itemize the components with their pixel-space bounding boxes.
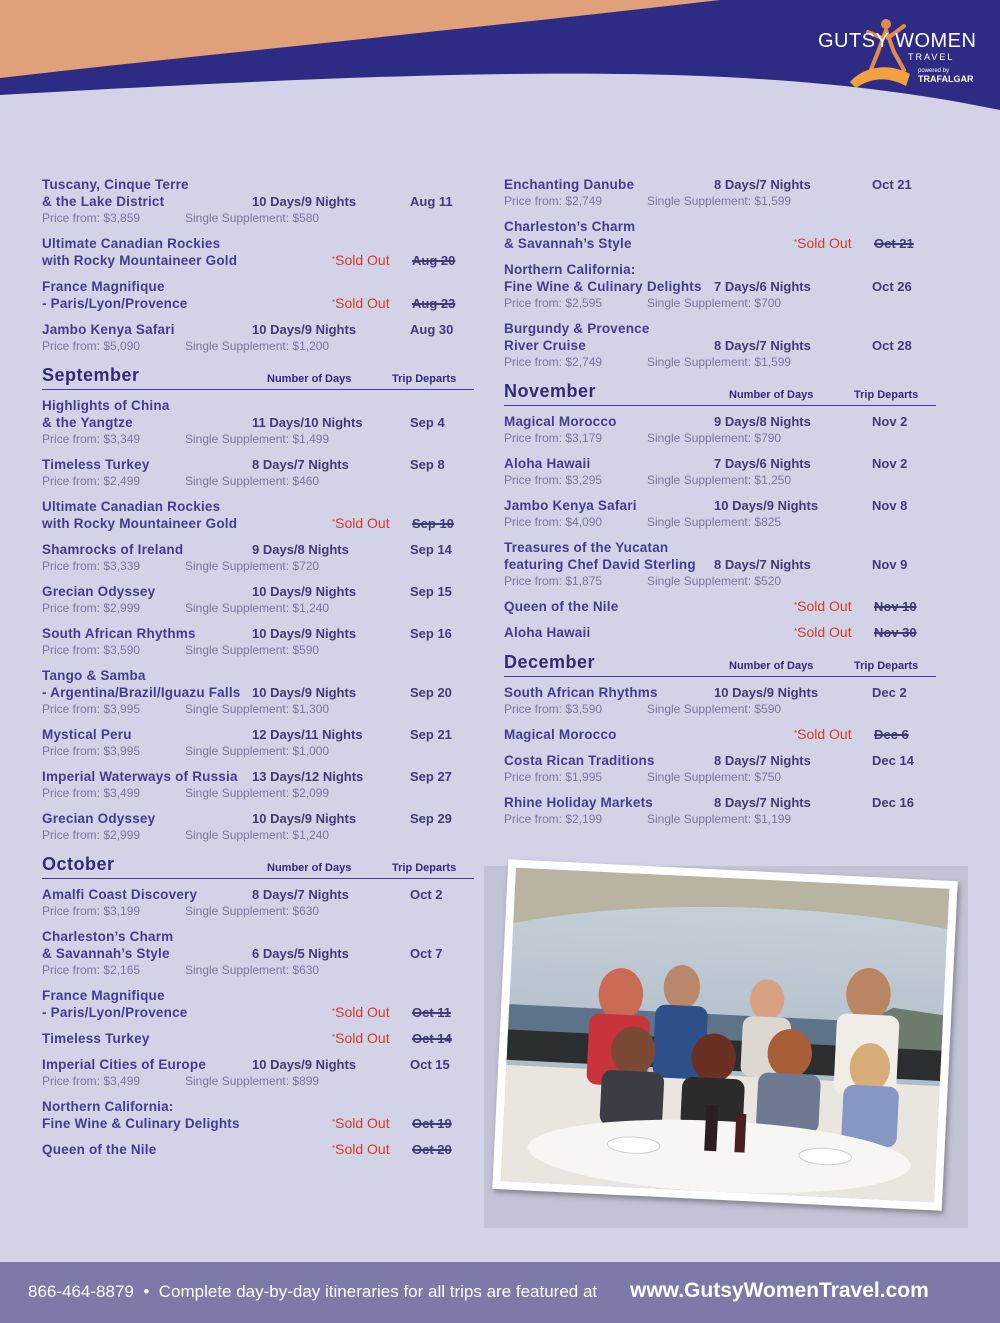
single-supplement: Single Supplement: $720 (185, 559, 320, 573)
departure-date: Nov 9 (872, 557, 908, 572)
gutsy-women-logo[interactable] (818, 30, 978, 94)
price-row (42, 962, 474, 978)
departure-date-cancelled: Oct 14 (412, 1031, 452, 1046)
sold-out-asterisk: * (332, 1144, 336, 1153)
price-row (504, 472, 936, 488)
departure-date: Oct 2 (410, 887, 443, 902)
price-row (504, 193, 936, 209)
trip-duration: 10 Days/9 Nights (252, 322, 357, 337)
trip-entry[interactable] (42, 278, 474, 312)
col-header-days: Number of Days (267, 373, 352, 385)
trip-entry[interactable] (504, 539, 936, 589)
trip-title-line: Magical Morocco (504, 727, 617, 742)
trip-duration: 8 Days/7 Nights (252, 887, 349, 902)
trip-duration: 11 Days/10 Nights (252, 415, 363, 430)
departure-date: Oct 21 (872, 177, 912, 192)
departure-date-cancelled: Dec 6 (874, 727, 909, 742)
price-row (42, 743, 474, 759)
price-from: Price from: $2,999 (42, 828, 141, 842)
departure-date-cancelled: Oct 11 (412, 1005, 452, 1020)
trip-title-line: Grecian Odyssey (42, 584, 156, 599)
trip-title-line: France Magnifique (42, 279, 165, 294)
price-row (42, 1073, 474, 1089)
single-supplement: Single Supplement: $1,000 (185, 744, 330, 758)
departure-date: Oct 15 (410, 1057, 450, 1072)
single-supplement: Single Supplement: $460 (185, 474, 320, 488)
month-header-november (504, 379, 936, 406)
col-header-departs: Trip Departs (854, 660, 919, 672)
price-row (42, 642, 474, 658)
col-header-days: Number of Days (267, 862, 352, 874)
sold-out-label (794, 598, 852, 615)
trip-entry[interactable] (42, 1141, 474, 1158)
october-continued-trips (504, 176, 936, 370)
trip-entry[interactable] (504, 624, 936, 641)
trip-title-line: Tuscany, Cinque Terre (42, 177, 189, 192)
single-supplement: Single Supplement: $580 (185, 211, 320, 225)
sold-out-asterisk: * (332, 1007, 336, 1016)
trip-entry[interactable] (42, 726, 474, 759)
month-title: December (504, 652, 596, 672)
single-supplement: Single Supplement: $1,199 (647, 812, 792, 826)
trip-duration: 6 Days/5 Nights (252, 946, 349, 961)
sold-out-label (794, 235, 852, 252)
price-from: Price from: $3,339 (42, 559, 141, 573)
price-from: Price from: $2,749 (504, 355, 603, 369)
departure-date: Dec 16 (872, 795, 914, 810)
departure-date: Oct 28 (872, 338, 912, 353)
trip-entry[interactable] (42, 498, 474, 532)
price-row (42, 210, 474, 226)
departure-date-cancelled: Oct 20 (412, 1142, 452, 1157)
price-row (42, 701, 474, 717)
left-column (42, 176, 474, 1167)
trip-entry[interactable] (504, 752, 936, 785)
price-from: Price from: $2,595 (504, 296, 603, 310)
trip-duration: 8 Days/7 Nights (714, 795, 811, 810)
sold-out-label (332, 1030, 390, 1047)
trip-entry[interactable] (504, 176, 936, 209)
footer-separator: • (143, 1282, 150, 1301)
sold-out-asterisk: * (794, 601, 798, 610)
single-supplement: Single Supplement: $1,200 (185, 339, 330, 353)
trip-title-line: Costa Rican Traditions (504, 753, 655, 768)
single-supplement: Single Supplement: $1,250 (647, 473, 792, 487)
trip-duration: 10 Days/9 Nights (252, 584, 357, 599)
departure-date: Dec 2 (872, 685, 907, 700)
trip-title-line: & Savannah’s Style (504, 236, 632, 251)
departure-date: Nov 8 (872, 498, 908, 513)
trip-entry[interactable] (42, 886, 474, 919)
logo-wordmark: GUTSY WOMEN (818, 30, 977, 52)
price-from: Price from: $3,859 (42, 211, 141, 225)
price-row (42, 558, 474, 574)
price-from: Price from: $5,090 (42, 339, 141, 353)
footer-text (28, 1282, 597, 1302)
trip-title-line: Burgundy & Provence (504, 321, 650, 336)
trip-title-line: Jambo Kenya Safari (504, 498, 637, 513)
departure-date: Sep 16 (410, 626, 452, 641)
price-from: Price from: $3,499 (42, 786, 141, 800)
sold-out-label (332, 1141, 390, 1158)
trip-title-line: Imperial Waterways of Russia (42, 769, 238, 784)
trip-duration: 10 Days/9 Nights (714, 685, 819, 700)
trip-title-line: & the Yangtze (42, 415, 133, 430)
price-from: Price from: $4,090 (504, 515, 603, 529)
col-header-departs: Trip Departs (854, 389, 919, 401)
price-row (504, 514, 936, 530)
trip-title-line: Fine Wine & Culinary Delights (42, 1116, 240, 1131)
month-header-december (504, 650, 936, 677)
sold-out-label (794, 726, 852, 743)
price-row (42, 827, 474, 843)
departure-date-cancelled: Sep 10 (412, 516, 454, 531)
trip-entry[interactable] (504, 320, 936, 370)
trip-entry[interactable] (42, 1056, 474, 1089)
single-supplement: Single Supplement: $1,300 (185, 702, 330, 716)
departure-date: Dec 14 (872, 753, 914, 768)
trip-entry[interactable] (42, 397, 474, 447)
sold-out-text: Sold Out (797, 598, 852, 614)
trip-duration: 10 Days/9 Nights (252, 1057, 357, 1072)
price-from: Price from: $1,875 (504, 574, 603, 588)
trip-entry[interactable] (42, 456, 474, 489)
trip-duration: 8 Days/7 Nights (714, 177, 811, 192)
trip-title-line: Enchanting Danube (504, 177, 635, 192)
departure-date-cancelled: Aug 23 (412, 296, 456, 311)
trip-title-line: Grecian Odyssey (42, 811, 156, 826)
price-row (42, 785, 474, 801)
single-supplement: Single Supplement: $590 (647, 702, 782, 716)
trip-duration: 7 Days/6 Nights (714, 456, 811, 471)
trip-duration: 10 Days/9 Nights (252, 685, 357, 700)
logo-powered-by: powered by (918, 68, 950, 74)
december-trips (504, 684, 936, 827)
sold-out-text: Sold Out (335, 1141, 390, 1157)
trip-title-line: - Paris/Lyon/Provence (42, 296, 188, 311)
logo-subtitle: TRAVEL (908, 52, 955, 62)
price-from: Price from: $2,749 (504, 194, 603, 208)
price-row (42, 473, 474, 489)
price-from: Price from: $3,590 (42, 643, 141, 657)
trip-title-line: Aloha Hawaii (504, 456, 591, 471)
trip-title-line: Timeless Turkey (42, 1031, 150, 1046)
trip-title-line: Magical Morocco (504, 414, 617, 429)
trip-duration: 8 Days/7 Nights (252, 457, 349, 472)
trip-title-line: - Paris/Lyon/Provence (42, 1005, 188, 1020)
trip-title-line: Charleston’s Charm (42, 929, 174, 944)
trip-title-line: Fine Wine & Culinary Delights (504, 279, 702, 294)
trip-entry[interactable] (42, 928, 474, 978)
october-trips (42, 886, 474, 1158)
trip-title-line: Highlights of China (42, 398, 170, 413)
trip-duration: 10 Days/9 Nights (252, 811, 357, 826)
sold-out-label (332, 1115, 390, 1132)
departure-date: Sep 21 (410, 727, 452, 742)
single-supplement: Single Supplement: $790 (647, 431, 782, 445)
price-row (42, 600, 474, 616)
price-row (504, 430, 936, 446)
sold-out-text: Sold Out (335, 1030, 390, 1046)
trip-title-line: Rhine Holiday Markets (504, 795, 653, 810)
single-supplement: Single Supplement: $1,499 (185, 432, 330, 446)
col-header-days: Number of Days (729, 389, 814, 401)
price-row (504, 811, 936, 827)
price-from: Price from: $3,349 (42, 432, 141, 446)
trip-duration: 12 Days/11 Nights (252, 727, 363, 742)
sold-out-asterisk: * (332, 1033, 336, 1042)
trip-entry[interactable] (42, 987, 474, 1021)
trip-title-line: South African Rhythms (504, 685, 658, 700)
trip-entry[interactable] (42, 667, 474, 717)
price-from: Price from: $2,999 (42, 601, 141, 615)
departure-date: Oct 7 (410, 946, 443, 961)
sold-out-text: Sold Out (797, 624, 852, 640)
departure-date: Sep 29 (410, 811, 452, 826)
august-trips (42, 176, 474, 354)
departure-date: Sep 15 (410, 584, 452, 599)
group-photo-image (501, 868, 950, 1203)
col-header-departs: Trip Departs (392, 862, 457, 874)
single-supplement: Single Supplement: $2,099 (185, 786, 330, 800)
sold-out-label (332, 252, 390, 269)
trip-duration: 10 Days/9 Nights (252, 194, 357, 209)
departure-date-cancelled: Oct 19 (412, 1116, 452, 1131)
sold-out-text: Sold Out (335, 515, 390, 531)
trip-title-line: Imperial Cities of Europe (42, 1057, 207, 1072)
trip-entry[interactable] (504, 794, 936, 827)
single-supplement: Single Supplement: $899 (185, 1074, 320, 1088)
trip-duration: 8 Days/7 Nights (714, 557, 811, 572)
trip-entry[interactable] (504, 598, 936, 615)
trip-entry[interactable] (42, 768, 474, 801)
trip-duration: 7 Days/6 Nights (714, 279, 811, 294)
trip-title-line: Mystical Peru (42, 727, 132, 742)
price-from: Price from: $3,499 (42, 1074, 141, 1088)
sold-out-asterisk: * (332, 518, 336, 527)
sold-out-asterisk: * (794, 238, 798, 247)
trip-duration: 10 Days/9 Nights (252, 626, 357, 641)
trip-entry[interactable] (504, 497, 936, 530)
trip-title-line: with Rocky Mountaineer Gold (42, 516, 238, 531)
trip-title-line: Northern California: (42, 1099, 174, 1114)
trip-entry[interactable] (504, 684, 936, 717)
trip-entry[interactable] (504, 726, 936, 743)
trip-title-line: Aloha Hawaii (504, 625, 591, 640)
departure-date: Sep 4 (410, 415, 445, 430)
month-title: September (42, 365, 140, 385)
trip-duration: 9 Days/8 Nights (252, 542, 349, 557)
footer-phone[interactable]: 866-464-8879 (28, 1282, 134, 1301)
trip-entry[interactable] (42, 321, 474, 354)
single-supplement: Single Supplement: $630 (185, 963, 320, 977)
col-header-departs: Trip Departs (392, 373, 457, 385)
price-row (42, 431, 474, 447)
trip-entry[interactable] (42, 1098, 474, 1132)
trip-duration: 8 Days/7 Nights (714, 753, 811, 768)
trip-title-line: Shamrocks of Ireland (42, 542, 184, 557)
price-from: Price from: $2,199 (504, 812, 603, 826)
trip-title-line: Timeless Turkey (42, 457, 150, 472)
trip-title-line: featuring Chef David Sterling (504, 557, 696, 572)
departure-date: Sep 20 (410, 685, 452, 700)
departure-date-cancelled: Nov 30 (874, 625, 917, 640)
single-supplement: Single Supplement: $1,599 (647, 355, 792, 369)
departure-date-cancelled: Aug 20 (412, 253, 456, 268)
price-from: Price from: $3,179 (504, 431, 603, 445)
trip-title-line: Treasures of the Yucatan (504, 540, 669, 555)
trip-title-line: Queen of the Nile (504, 599, 619, 614)
sold-out-text: Sold Out (335, 295, 390, 311)
trip-duration: 10 Days/9 Nights (714, 498, 819, 513)
sold-out-asterisk: * (794, 627, 798, 636)
price-row (42, 903, 474, 919)
trip-title-line: - Argentina/Brazil/Iguazu Falls (42, 685, 241, 700)
price-row (504, 573, 936, 589)
single-supplement: Single Supplement: $1,240 (185, 601, 330, 615)
trip-title-line: Charleston’s Charm (504, 219, 636, 234)
trip-entry[interactable] (42, 235, 474, 269)
trip-title-line: Ultimate Canadian Rockies (42, 499, 221, 514)
price-from: Price from: $3,590 (504, 702, 603, 716)
footer-website-link[interactable]: www.GutsyWomenTravel.com (630, 1279, 929, 1302)
sold-out-label (332, 1004, 390, 1021)
logo-partner: TRAFALGAR (918, 74, 974, 84)
trip-title-line: France Magnifique (42, 988, 165, 1003)
departure-date: Nov 2 (872, 456, 908, 471)
trip-entry[interactable] (42, 176, 474, 226)
departure-date: Oct 26 (872, 279, 912, 294)
departure-date: Sep 27 (410, 769, 452, 784)
trip-entry[interactable] (504, 413, 936, 446)
price-row (504, 354, 936, 370)
group-dinner-photo (492, 859, 958, 1211)
price-row (504, 295, 936, 311)
trip-entry[interactable] (504, 455, 936, 488)
price-from: Price from: $3,995 (42, 744, 141, 758)
single-supplement: Single Supplement: $520 (647, 574, 782, 588)
footer-bar (0, 1262, 1000, 1323)
trip-title-line: with Rocky Mountaineer Gold (42, 253, 238, 268)
departure-date: Nov 2 (872, 414, 908, 429)
month-header-september (42, 363, 474, 390)
sold-out-label (332, 295, 390, 312)
single-supplement: Single Supplement: $630 (185, 904, 320, 918)
footer-description: Complete day-by-day itineraries for all trips are featured at (158, 1282, 598, 1301)
single-supplement: Single Supplement: $590 (185, 643, 320, 657)
trip-title-line: Ultimate Canadian Rockies (42, 236, 221, 251)
trip-title-line: Northern California: (504, 262, 636, 277)
departure-date-cancelled: Oct 21 (874, 236, 914, 251)
sold-out-asterisk: * (332, 255, 336, 264)
trip-entry[interactable] (42, 1030, 474, 1047)
price-row (504, 769, 936, 785)
single-supplement: Single Supplement: $825 (647, 515, 782, 529)
month-title: October (42, 854, 115, 874)
trip-title-line: South African Rhythms (42, 626, 196, 641)
trip-title-line: & the Lake District (42, 194, 165, 209)
sold-out-asterisk: * (794, 729, 798, 738)
price-from: Price from: $2,165 (42, 963, 141, 977)
right-column (504, 176, 936, 836)
trip-duration: 9 Days/8 Nights (714, 414, 811, 429)
sold-out-text: Sold Out (335, 1115, 390, 1131)
trip-entry[interactable] (504, 218, 936, 252)
departure-date: Aug 11 (410, 194, 453, 209)
trip-title-line: Queen of the Nile (42, 1142, 157, 1157)
trip-entry[interactable] (42, 583, 474, 616)
price-from: Price from: $1,995 (504, 770, 603, 784)
price-from: Price from: $3,295 (504, 473, 603, 487)
trip-title-line: Jambo Kenya Safari (42, 322, 175, 337)
trip-entry[interactable] (504, 261, 936, 311)
departure-date: Sep 14 (410, 542, 452, 557)
trip-entry[interactable] (42, 625, 474, 658)
price-row (42, 338, 474, 354)
price-from: Price from: $3,199 (42, 904, 141, 918)
departure-date: Aug 30 (410, 322, 454, 337)
sold-out-text: Sold Out (335, 1004, 390, 1020)
sold-out-text: Sold Out (797, 235, 852, 251)
single-supplement: Single Supplement: $1,599 (647, 194, 792, 208)
trip-title-line: & Savannah’s Style (42, 946, 170, 961)
trip-duration: 13 Days/12 Nights (252, 769, 364, 784)
price-row (504, 701, 936, 717)
sold-out-label (332, 515, 390, 532)
trip-entry[interactable] (42, 541, 474, 574)
departure-date: Sep 8 (410, 457, 445, 472)
single-supplement: Single Supplement: $750 (647, 770, 782, 784)
trip-title-line: Amalfi Coast Discovery (42, 887, 198, 902)
month-title: November (504, 381, 597, 401)
price-from: Price from: $2,499 (42, 474, 141, 488)
col-header-days: Number of Days (729, 660, 814, 672)
sold-out-asterisk: * (332, 1118, 336, 1127)
november-trips (504, 413, 936, 641)
trip-duration: 8 Days/7 Nights (714, 338, 811, 353)
september-trips (42, 397, 474, 843)
single-supplement: Single Supplement: $700 (647, 296, 782, 310)
trip-entry[interactable] (42, 810, 474, 843)
single-supplement: Single Supplement: $1,240 (185, 828, 330, 842)
sold-out-label (794, 624, 852, 641)
trip-title-line: River Cruise (504, 338, 586, 353)
sold-out-text: Sold Out (797, 726, 852, 742)
departure-date-cancelled: Nov 10 (874, 599, 917, 614)
sold-out-asterisk: * (332, 298, 336, 307)
sold-out-text: Sold Out (335, 252, 390, 268)
price-from: Price from: $3,995 (42, 702, 141, 716)
month-header-october (42, 852, 474, 879)
trip-title-line: Tango & Samba (42, 668, 146, 683)
